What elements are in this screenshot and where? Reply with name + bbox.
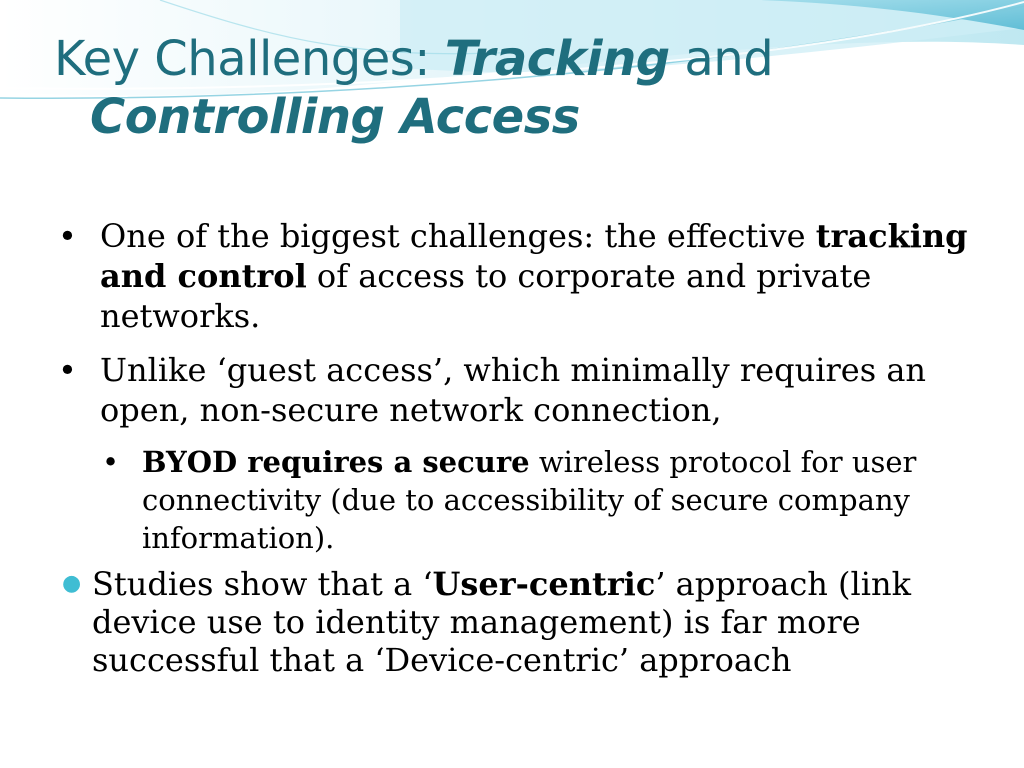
bullet-text: Unlike ‘guest access’, which minimally requires an open, non-secure network connection, <box>100 351 926 429</box>
bullet-bold-text: BYOD requires a secure <box>142 445 530 479</box>
bullet-marker-circle: ● <box>62 571 82 596</box>
bullet-text: of access to corporate and private networks. <box>100 257 872 335</box>
bullet-marker: • <box>58 217 77 255</box>
bullet-bold-text: User-centric <box>432 565 656 603</box>
sub-bullet-item-1 <box>102 443 962 557</box>
bullet-marker: • <box>102 445 120 479</box>
bullet-item-1 <box>58 216 970 336</box>
title-part-2: and <box>669 31 774 87</box>
bullet-text: ’ approach (link device use to identity management) is far more successful that a ‘Device-centric’ approach <box>92 565 911 679</box>
bullet-text: Studies show that a ‘ <box>92 565 433 603</box>
title-part-1: Key Challenges: <box>54 31 445 87</box>
bullet-item-2 <box>58 350 970 430</box>
bullet-text: wireless protocol for user connectivity (due to accessibility of secure company information). <box>142 445 917 555</box>
title-emphasis-controlling-access: Controlling Access <box>90 89 580 145</box>
title-emphasis-tracking: Tracking <box>444 31 670 87</box>
bullet-bold-text: tracking and control <box>100 217 968 295</box>
bullet-text: One of the biggest challenges: the effective <box>100 217 816 255</box>
bullet-item-3 <box>62 565 972 679</box>
bullet-marker: • <box>58 351 77 389</box>
